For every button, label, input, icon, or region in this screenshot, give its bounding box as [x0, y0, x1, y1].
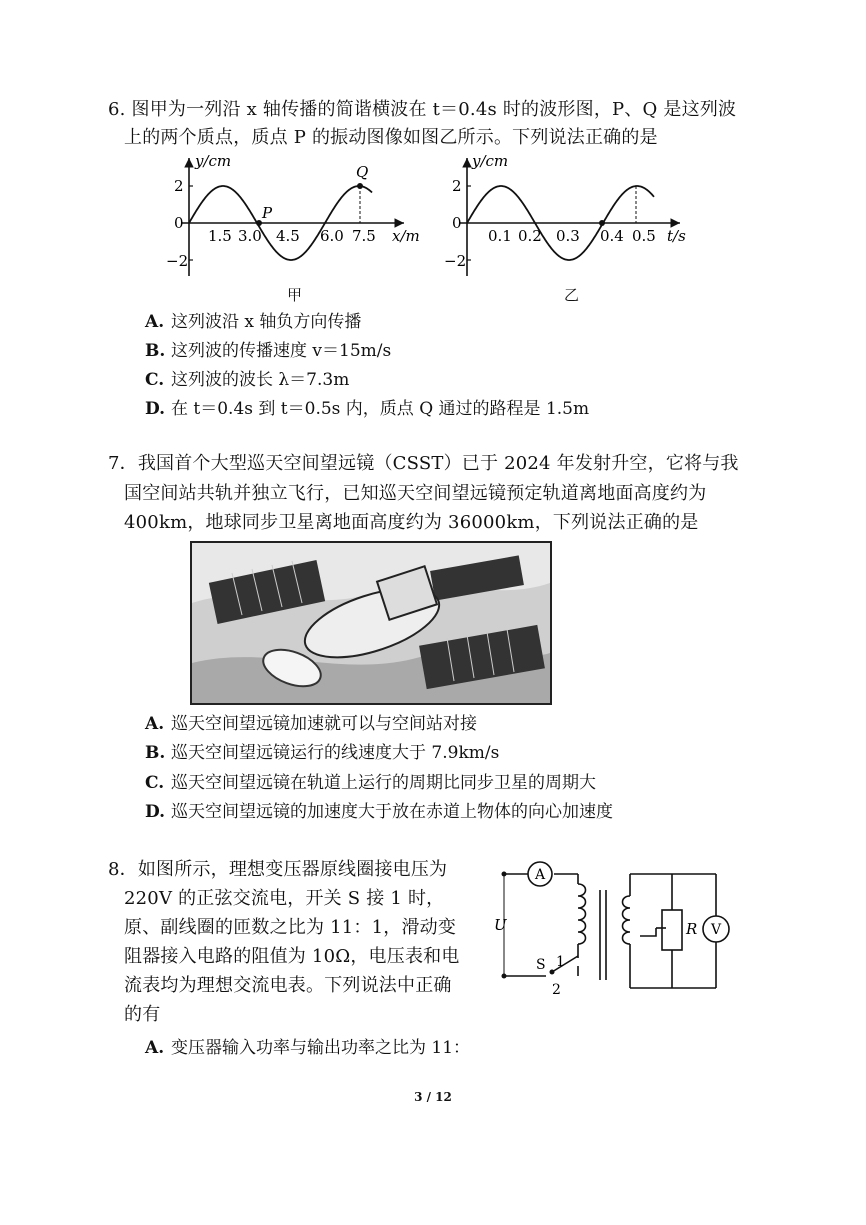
jia-ytick-2: 2 — [174, 177, 184, 195]
yi-ytick-0: 0 — [452, 214, 462, 232]
option-text: 这列波沿 x 轴负方向传播 — [171, 312, 362, 332]
q6-option-b — [145, 339, 391, 363]
q7-option-b — [145, 741, 499, 765]
option-text: 变压器输入功率与输出功率之比为 11： — [171, 1038, 471, 1058]
resistor-label: R — [686, 920, 698, 938]
transformer-circuit — [490, 856, 740, 996]
option-label: D. — [145, 399, 166, 419]
jia-ylabel: y/cm — [195, 152, 232, 170]
yi-ylabel: y/cm — [472, 152, 509, 170]
q6-line-2: 上的两个质点，质点 P 的振动图像如图乙所示。下列说法正确的是 — [124, 127, 658, 148]
point-q — [357, 183, 363, 189]
yi-xtick: 0.3 — [556, 227, 580, 245]
space-telescope-photo — [190, 541, 552, 705]
q6-line-1: 6. 图甲为一列沿 x 轴传播的简谐横波在 t＝0.4s 时的波形图，P、Q 是这列波 — [108, 99, 737, 120]
option-text: 巡天空间望远镜运行的线速度大于 7.9km/s — [171, 743, 500, 763]
jia-xlabel: x/m — [392, 227, 420, 245]
jia-xtick: 6.0 — [320, 227, 344, 245]
jia-xtick: 3.0 — [238, 227, 262, 245]
option-text: 巡天空间望远镜加速就可以与空间站对接 — [171, 714, 477, 734]
switch-pos-1: 1 — [556, 954, 565, 970]
page-number: 3 / 12 — [414, 1090, 452, 1104]
switch-pos-2: 2 — [552, 982, 561, 996]
marked-point — [599, 220, 605, 226]
option-label: A. — [145, 714, 165, 734]
jia-ytick-neg2: −2 — [166, 252, 189, 270]
ammeter-label: A — [535, 867, 546, 883]
jia-caption: 甲 — [287, 286, 303, 304]
q8-line-6: 的有 — [124, 1004, 161, 1025]
jia-ytick-0: 0 — [174, 214, 184, 232]
q7-line-2: 国空间站共轨并独立飞行，已知巡天空间望远镜预定轨道离地面高度约为 — [124, 483, 707, 504]
voltmeter-label: V — [711, 922, 722, 938]
yi-ytick-neg2: −2 — [444, 252, 467, 270]
q7-option-d — [145, 800, 613, 824]
yi-xtick: 0.1 — [488, 227, 512, 245]
switch-label: S — [536, 957, 546, 973]
yi-xtick: 0.5 — [632, 227, 656, 245]
option-label: B. — [145, 341, 166, 361]
q8-line-1: 8．如图所示，理想变压器原线圈接电压为 — [108, 859, 448, 880]
q8-line-3: 原、副线圈的匝数之比为 11：1，滑动变 — [124, 917, 457, 938]
yi-xtick: 0.4 — [600, 227, 624, 245]
option-label: C. — [145, 370, 165, 390]
q6-option-a — [145, 310, 361, 334]
q8-option-a — [145, 1036, 470, 1060]
option-label: D. — [145, 802, 166, 822]
q7-line-1: 7．我国首个大型巡天空间望远镜（CSST）已于 2024 年发射升空，它将与我 — [108, 453, 739, 474]
option-text: 巡天空间望远镜的加速度大于放在赤道上物体的向心加速度 — [171, 802, 613, 822]
q8-line-2: 220V 的正弦交流电，开关 S 接 1 时， — [124, 888, 445, 909]
option-text: 这列波的传播速度 v＝15m/s — [171, 341, 392, 361]
q6-option-c — [145, 368, 349, 392]
q8-line-4: 阻器接入电路的阻值为 10Ω，电压表和电 — [124, 946, 460, 967]
option-label: C. — [145, 773, 165, 793]
voltage-label: U — [494, 916, 507, 934]
option-text: 在 t＝0.4s 到 t＝0.5s 内，质点 Q 通过的路程是 1.5m — [171, 399, 590, 419]
yi-xtick: 0.2 — [518, 227, 542, 245]
jia-xtick: 4.5 — [276, 227, 300, 245]
option-text: 这列波的波长 λ＝7.3m — [171, 370, 350, 390]
q6-figure-yi — [440, 152, 700, 280]
label-q: Q — [356, 163, 369, 181]
q6-option-d — [145, 397, 589, 421]
switch-icon — [550, 970, 555, 975]
yi-caption: 乙 — [564, 286, 580, 304]
option-text: 巡天空间望远镜在轨道上运行的周期比同步卫星的周期大 — [171, 773, 596, 793]
option-label: B. — [145, 743, 166, 763]
q7-line-3: 400km，地球同步卫星离地面高度约为 36000km，下列说法正确的是 — [124, 512, 699, 533]
option-label: A. — [145, 1038, 165, 1058]
yi-ytick-2: 2 — [452, 177, 462, 195]
q6-figure-jia — [160, 152, 430, 280]
jia-xtick: 7.5 — [352, 227, 376, 245]
jia-xtick: 1.5 — [208, 227, 232, 245]
q8-line-5: 流表均为理想交流电表。下列说法中正确 — [124, 975, 452, 996]
yi-xlabel: t/s — [667, 227, 686, 245]
q7-option-c — [145, 771, 596, 795]
q7-option-a — [145, 712, 477, 736]
option-label: A. — [145, 312, 165, 332]
label-p: P — [262, 204, 273, 222]
